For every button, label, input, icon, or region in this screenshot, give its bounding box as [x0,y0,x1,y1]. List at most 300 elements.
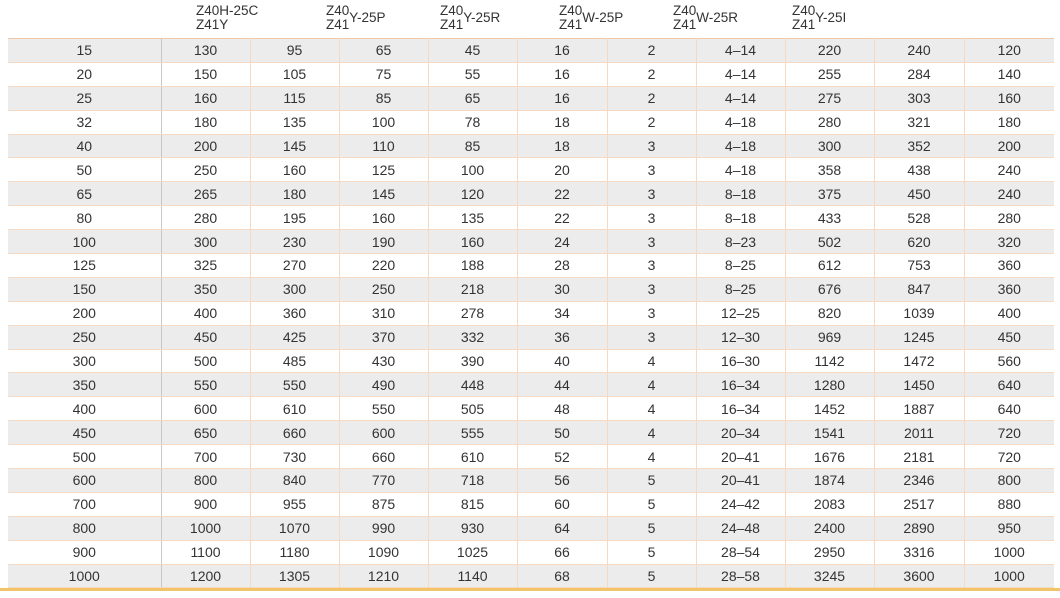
table-cell: 36 [517,325,607,349]
table-cell: 4–18 [696,158,785,182]
table-row [8,277,1054,301]
table-row [8,254,1054,278]
table-cell: 325 [161,254,250,278]
table-cell: 8–25 [696,277,785,301]
table-cell: 2 [607,110,696,134]
header-model-bottom: Z41 [559,17,583,32]
nominal-size-cell: 700 [8,492,161,516]
table-row [8,182,1054,206]
table-cell: 85 [339,86,428,110]
table-cell: 145 [339,182,428,206]
table-cell: 2517 [874,492,964,516]
table-cell: 1305 [250,564,339,588]
table-cell: 425 [250,325,339,349]
table-cell: 3 [607,277,696,301]
table-cell: 5 [607,540,696,564]
table-cell: 560 [964,349,1054,373]
table-cell: 45 [428,39,517,63]
header-model-top: Z40 [673,3,697,18]
table-row [8,230,1054,254]
table-cell: 676 [785,277,874,301]
table-cell: 4 [607,349,696,373]
table-cell: 24–42 [696,492,785,516]
nominal-size-cell: 300 [8,349,161,373]
table-cell: 40 [517,349,607,373]
table-cell: 1000 [964,564,1054,588]
table-cell: 16–30 [696,349,785,373]
table-cell: 1200 [161,564,250,588]
table-cell: 16 [517,86,607,110]
table-cell: 718 [428,469,517,493]
table-cell: 3 [607,206,696,230]
table-cell: 240 [964,182,1054,206]
table-cell: 44 [517,373,607,397]
table-cell: 847 [874,277,964,301]
header-model-suffix: Y-25R [463,10,501,25]
table-cell: 22 [517,206,607,230]
table-cell: 135 [250,110,339,134]
table-cell: 900 [161,492,250,516]
table-cell: 8–25 [696,254,785,278]
table-cell: 2346 [874,469,964,493]
table-cell: 4 [607,445,696,469]
table-cell: 160 [161,86,250,110]
table-cell: 56 [517,469,607,493]
table-cell: 190 [339,230,428,254]
table-cell: 1450 [874,373,964,397]
nominal-size-cell: 450 [8,421,161,445]
nominal-size-cell: 100 [8,230,161,254]
table-cell: 250 [161,158,250,182]
table-cell: 52 [517,445,607,469]
nominal-size-cell: 65 [8,182,161,206]
table-cell: 1874 [785,469,874,493]
table-cell: 160 [428,230,517,254]
table-cell: 4–14 [696,62,785,86]
table-cell: 230 [250,230,339,254]
table-cell: 1070 [250,516,339,540]
table-cell: 180 [250,182,339,206]
table-header [0,0,1060,38]
table-cell: 3 [607,254,696,278]
table-cell: 950 [964,516,1054,540]
table-row [8,349,1054,373]
table-cell: 280 [161,206,250,230]
table-cell: 450 [161,325,250,349]
nominal-size-cell: 500 [8,445,161,469]
nominal-size-cell: 200 [8,301,161,325]
table-cell: 8–18 [696,182,785,206]
table-row [8,540,1054,564]
table-cell: 66 [517,540,607,564]
table-cell: 640 [964,373,1054,397]
table-cell: 320 [964,230,1054,254]
table-cell: 280 [964,206,1054,230]
table-cell: 332 [428,325,517,349]
table-cell: 60 [517,492,607,516]
table-cell: 255 [785,62,874,86]
table-cell: 1280 [785,373,874,397]
table-cell: 220 [339,254,428,278]
table-cell: 78 [428,110,517,134]
table-row [8,301,1054,325]
table-cell: 800 [161,469,250,493]
table-cell: 105 [250,62,339,86]
header-model-suffix: -25C [229,3,259,18]
nominal-size-cell: 600 [8,469,161,493]
table-cell: 1210 [339,564,428,588]
table-cell: 300 [161,230,250,254]
table-cell: 280 [785,110,874,134]
nominal-size-cell: 40 [8,134,161,158]
table-cell: 360 [964,254,1054,278]
table-cell: 303 [874,86,964,110]
header-model-suffix: W-25P [582,10,624,25]
table-cell: 2 [607,39,696,63]
table-cell: 640 [964,397,1054,421]
table-cell: 502 [785,230,874,254]
table-cell: 2083 [785,492,874,516]
table-cell: 2950 [785,540,874,564]
table-cell: 300 [250,277,339,301]
table-row [8,469,1054,493]
header-model-top: Z40 [440,3,464,18]
table-cell: 2011 [874,421,964,445]
table-cell: 930 [428,516,517,540]
nominal-size-cell: 50 [8,158,161,182]
table-cell: 55 [428,62,517,86]
table-cell: 352 [874,134,964,158]
header-z40-z41-y-25p [326,4,386,32]
table-cell: 284 [874,62,964,86]
table-cell: 360 [250,301,339,325]
table-cell: 120 [964,39,1054,63]
table-cell: 720 [964,421,1054,445]
table-cell: 3 [607,230,696,254]
table-cell: 815 [428,492,517,516]
table-cell: 4–18 [696,110,785,134]
table-row [8,86,1054,110]
header-model-bottom: Z41 [326,17,350,32]
table-cell: 400 [161,301,250,325]
table-cell: 75 [339,62,428,86]
table-cell: 770 [339,469,428,493]
table-cell: 875 [339,492,428,516]
table-row [8,564,1054,588]
table-row [8,206,1054,230]
table-cell: 3316 [874,540,964,564]
table-cell: 300 [785,134,874,158]
table-row [8,397,1054,421]
table-cell: 600 [339,421,428,445]
table-cell: 218 [428,277,517,301]
table-cell: 650 [161,421,250,445]
nominal-size-cell: 15 [8,39,161,63]
table-cell: 1100 [161,540,250,564]
table-cell: 370 [339,325,428,349]
table-cell: 1140 [428,564,517,588]
table-row [8,134,1054,158]
table-cell: 610 [250,397,339,421]
table-cell: 430 [339,349,428,373]
nominal-size-cell: 25 [8,86,161,110]
nominal-size-cell: 20 [8,62,161,86]
table-cell: 1025 [428,540,517,564]
table-cell: 730 [250,445,339,469]
table-cell: 8–18 [696,206,785,230]
table-cell: 3 [607,301,696,325]
table-cell: 20 [517,158,607,182]
table-cell: 2181 [874,445,964,469]
table-cell: 24–48 [696,516,785,540]
table-cell: 4–18 [696,134,785,158]
table-cell: 4–14 [696,86,785,110]
table-cell: 375 [785,182,874,206]
table-row [8,492,1054,516]
bottom-divider [0,588,1060,591]
table-cell: 1541 [785,421,874,445]
table-cell: 700 [161,445,250,469]
table-cell: 955 [250,492,339,516]
table-cell: 448 [428,373,517,397]
header-model-suffix: Y-25I [815,10,847,25]
table-cell: 820 [785,301,874,325]
table-row [8,445,1054,469]
table-cell: 130 [161,39,250,63]
table-cell: 120 [428,182,517,206]
table-cell: 610 [428,445,517,469]
table-cell: 2890 [874,516,964,540]
table-cell: 28 [517,254,607,278]
table-cell: 2400 [785,516,874,540]
table-cell: 990 [339,516,428,540]
table-cell: 4 [607,373,696,397]
table-cell: 1887 [874,397,964,421]
table-cell: 4 [607,397,696,421]
table-cell: 250 [339,277,428,301]
header-z40-z41-y-25i [792,4,846,32]
table-cell: 100 [339,110,428,134]
table-row [8,39,1054,63]
table-cell: 620 [874,230,964,254]
table-cell: 125 [339,158,428,182]
header-model-top: Z40 [326,3,350,18]
table-cell: 65 [428,86,517,110]
nominal-size-cell: 250 [8,325,161,349]
table-cell: 3 [607,134,696,158]
table-cell: 550 [250,373,339,397]
table-cell: 3 [607,325,696,349]
table-cell: 4 [607,421,696,445]
table-cell: 265 [161,182,250,206]
table-cell: 880 [964,492,1054,516]
table-cell: 270 [250,254,339,278]
header-model-bottom: Z41Y [196,17,229,32]
header-model-bottom: Z41 [673,17,697,32]
table-cell: 200 [964,134,1054,158]
table-cell: 450 [874,182,964,206]
table-cell: 160 [250,158,339,182]
table-row [8,110,1054,134]
table-cell: 12–25 [696,301,785,325]
table-cell: 5 [607,469,696,493]
table-cell: 16–34 [696,373,785,397]
table-cell: 3600 [874,564,964,588]
table-cell: 64 [517,516,607,540]
table-cell: 5 [607,492,696,516]
table-cell: 1000 [161,516,250,540]
table-cell: 22 [517,182,607,206]
table-cell: 612 [785,254,874,278]
header-model-bottom: Z41 [792,17,816,32]
table-cell: 969 [785,325,874,349]
nominal-size-cell: 800 [8,516,161,540]
table-row [8,421,1054,445]
table-cell: 150 [161,62,250,86]
header-model-suffix: W-25R [696,10,739,25]
table-cell: 490 [339,373,428,397]
header-z40-z41-w-25p [559,4,623,32]
table-cell: 528 [874,206,964,230]
nominal-size-cell: 400 [8,397,161,421]
table-cell: 1472 [874,349,964,373]
table-cell: 180 [964,110,1054,134]
table-cell: 1180 [250,540,339,564]
table-cell: 660 [339,445,428,469]
table-cell: 275 [785,86,874,110]
table-cell: 3 [607,182,696,206]
table-cell: 20–34 [696,421,785,445]
table-cell: 8–23 [696,230,785,254]
table-row [8,62,1054,86]
nominal-size-cell: 150 [8,277,161,301]
table-cell: 18 [517,134,607,158]
table-row [8,158,1054,182]
header-model-top: Z40 [559,3,583,18]
table-cell: 1452 [785,397,874,421]
table-cell: 48 [517,397,607,421]
table-row [8,325,1054,349]
table-cell: 95 [250,39,339,63]
table-cell: 310 [339,301,428,325]
table-cell: 358 [785,158,874,182]
table-cell: 660 [250,421,339,445]
table-cell: 278 [428,301,517,325]
table-cell: 433 [785,206,874,230]
table-cell: 115 [250,86,339,110]
table-cell: 34 [517,301,607,325]
table-cell: 840 [250,469,339,493]
table-cell: 550 [161,373,250,397]
table-cell: 16 [517,39,607,63]
table-cell: 550 [339,397,428,421]
table-cell: 68 [517,564,607,588]
table-cell: 555 [428,421,517,445]
header-model-top: Z40 [792,3,816,18]
table-cell: 16 [517,62,607,86]
table-cell: 188 [428,254,517,278]
header-z40-z41-w-25r [673,4,738,32]
table-cell: 195 [250,206,339,230]
table-cell: 4–14 [696,39,785,63]
table-cell: 390 [428,349,517,373]
table-cell: 1245 [874,325,964,349]
table-cell: 30 [517,277,607,301]
nominal-size-cell: 1000 [8,564,161,588]
table-cell: 85 [428,134,517,158]
table-cell: 65 [339,39,428,63]
table-cell: 600 [161,397,250,421]
nominal-size-cell: 900 [8,540,161,564]
table-cell: 160 [339,206,428,230]
table-cell: 800 [964,469,1054,493]
table-cell: 20–41 [696,469,785,493]
table-cell: 450 [964,325,1054,349]
table-cell: 2 [607,86,696,110]
table-cell: 100 [428,158,517,182]
header-model-top: Z40H [196,3,230,18]
table-row [8,516,1054,540]
table-cell: 240 [874,39,964,63]
table-cell: 485 [250,349,339,373]
table-row [8,373,1054,397]
table-cell: 1142 [785,349,874,373]
table-cell: 50 [517,421,607,445]
table-cell: 135 [428,206,517,230]
table-cell: 20–41 [696,445,785,469]
table-cell: 720 [964,445,1054,469]
table-cell: 18 [517,110,607,134]
table-cell: 3245 [785,564,874,588]
header-z40-z41-y-25r [440,4,500,32]
nominal-size-cell: 350 [8,373,161,397]
dimension-table [8,38,1054,588]
table-cell: 16–34 [696,397,785,421]
table-cell: 3 [607,158,696,182]
table-cell: 350 [161,277,250,301]
table-cell: 5 [607,564,696,588]
table-cell: 28–58 [696,564,785,588]
dimension-table-body [8,39,1054,588]
table-cell: 1000 [964,540,1054,564]
table-cell: 160 [964,86,1054,110]
table-cell: 360 [964,277,1054,301]
table-cell: 140 [964,62,1054,86]
table-cell: 2 [607,62,696,86]
table-cell: 438 [874,158,964,182]
table-cell: 180 [161,110,250,134]
header-model-suffix: Y-25P [349,10,386,25]
table-cell: 1090 [339,540,428,564]
table-cell: 321 [874,110,964,134]
table-cell: 505 [428,397,517,421]
nominal-size-cell: 32 [8,110,161,134]
table-cell: 24 [517,230,607,254]
table-cell: 1039 [874,301,964,325]
table-cell: 220 [785,39,874,63]
table-cell: 500 [161,349,250,373]
table-cell: 1676 [785,445,874,469]
header-model-bottom: Z41 [440,17,464,32]
nominal-size-cell: 125 [8,254,161,278]
table-cell: 28–54 [696,540,785,564]
table-cell: 240 [964,158,1054,182]
table-cell: 145 [250,134,339,158]
table-cell: 110 [339,134,428,158]
header-z40h-z41y-25c [196,4,258,32]
table-cell: 200 [161,134,250,158]
table-cell: 12–30 [696,325,785,349]
